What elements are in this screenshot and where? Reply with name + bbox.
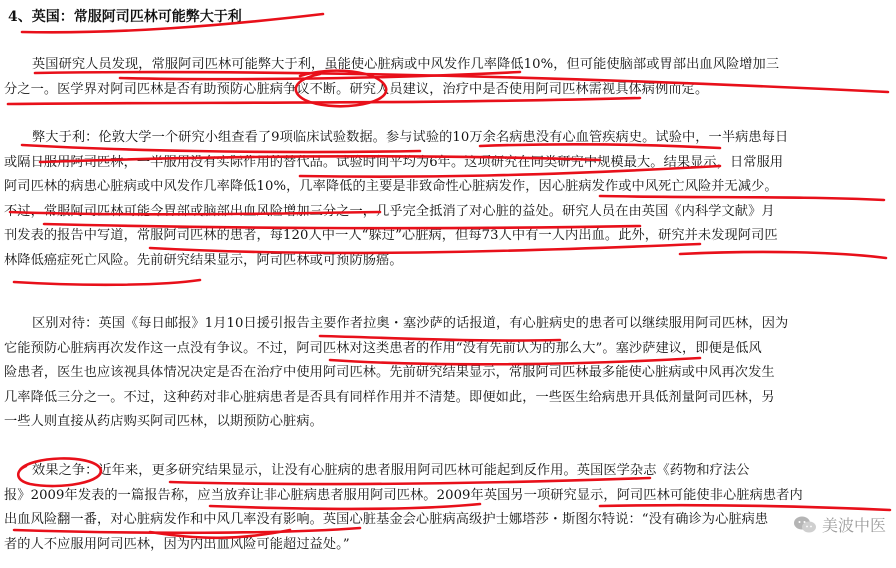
wechat-icon xyxy=(793,515,817,535)
paragraph-line: 报》2009年发表的一篇报告称，应当放弃让非心脏病患者服用阿司匹林。2009年英国另一项研究显示，阿司匹林可能使非心脏病患者内 xyxy=(4,487,803,503)
paragraph-line: 林降低癌症死亡风险。先前研究结果显示，阿司匹林或可预防肠癌。 xyxy=(4,252,403,268)
paragraph-line: 它能预防心脏病再次发作这一点没有争议。不过，阿司匹林对这类患者的作用“没有先前认为的那么大”。塞沙萨建议，即便是低风 xyxy=(4,340,762,356)
paragraph-line: 区别对待：英国《每日邮报》1月10日援引报告主要作者拉奥・塞沙萨的话报道，有心脏病史的患者可以继续服用阿司匹林，因为 xyxy=(32,316,789,331)
paragraph-line: 险患者，医生也应该视具体情况决定是否在治疗中使用阿司匹林。先前研究结果显示，常服阿司匹林最多能使心脏病或中风再次发生 xyxy=(4,365,775,381)
annotation-underline xyxy=(14,280,200,285)
paragraph-line: 出血风险翻一番，对心脏病发作和中风几率没有影响。英国心脏基金会心脏病高级护士娜塔莎・斯图尔特说：“没有确诊为心脏病患 xyxy=(4,512,769,528)
paragraph-line: 分之一。医学界对阿司匹林是否有助预防心脏病争议不断。研究人员建议，治疗中是否使用阿司匹林需视具体病例而定。 xyxy=(4,81,709,97)
watermark-label: 美波中医 xyxy=(821,516,886,535)
paragraph-line: 者的人不应服用阿司匹林，因为内出血风险可能超过益处。” xyxy=(4,536,350,552)
paragraph-line: 阿司匹林的病患心脏病或中风发作几率降低10%，几率降低的主要是非致命性心脏病发作，因心脏病发作或中风死亡风险并无减少。 xyxy=(4,179,778,195)
paragraph-effect-debate xyxy=(4,459,884,557)
paragraph-line: 英国研究人员发现，常服阿司匹林可能弊大于利，虽能使心脏病或中风发作几率降低10%，但可能使脑部或胃部出血风险增加三 xyxy=(32,57,780,72)
paragraph-line: 刊发表的报告中写道，常服阿司匹林的患者，每120人中一人“躲过”心脏病，但每73人中有一人内出血。此外，研究并未发现阿司匹 xyxy=(4,228,778,244)
paragraph-harm-outweighs-benefit xyxy=(4,126,884,274)
paragraph-line: 效果之争：近年来，更多研究结果显示，让没有心脏病的患者服用阿司匹林可能起到反作用。英国医学杂志《药物和疗法公 xyxy=(32,463,750,478)
paragraph-line: 不过，常服阿司匹林可能令胃部或脑部出血风险增加三分之一，几乎完全抵消了对心脏的益处。研究人员在由英国《内科学文献》月 xyxy=(4,203,775,219)
paragraph-findings xyxy=(4,53,884,102)
paragraph-differentiated-treatment xyxy=(4,312,884,435)
watermark xyxy=(793,513,886,536)
paragraph-line: 弊大于利：伦敦大学一个研究小组查看了9项临床试验数据。参与试验的10万余名病患没有心血管疾病史。试验中，一半病患每日 xyxy=(32,130,789,145)
section-heading: 4、英国：常服阿司匹林可能弊大于利 xyxy=(8,9,242,25)
paragraph-line: 一些人则直接从药店购买阿司匹林，以期预防心脏病。 xyxy=(4,414,323,430)
paragraph-line: 几率降低三分之一。不过，这种药对非心脏病患者是否具有同样作用并不清楚。即便如此，一些医生给病患开具低剂量阿司匹林，另 xyxy=(4,389,775,405)
paragraph-line: 或隔日服用阿司匹林，一半服用没有实际作用的替代品。试验时间平均为6年。这项研究在同类研究中规模最大。结果显示，日常服用 xyxy=(4,154,784,170)
